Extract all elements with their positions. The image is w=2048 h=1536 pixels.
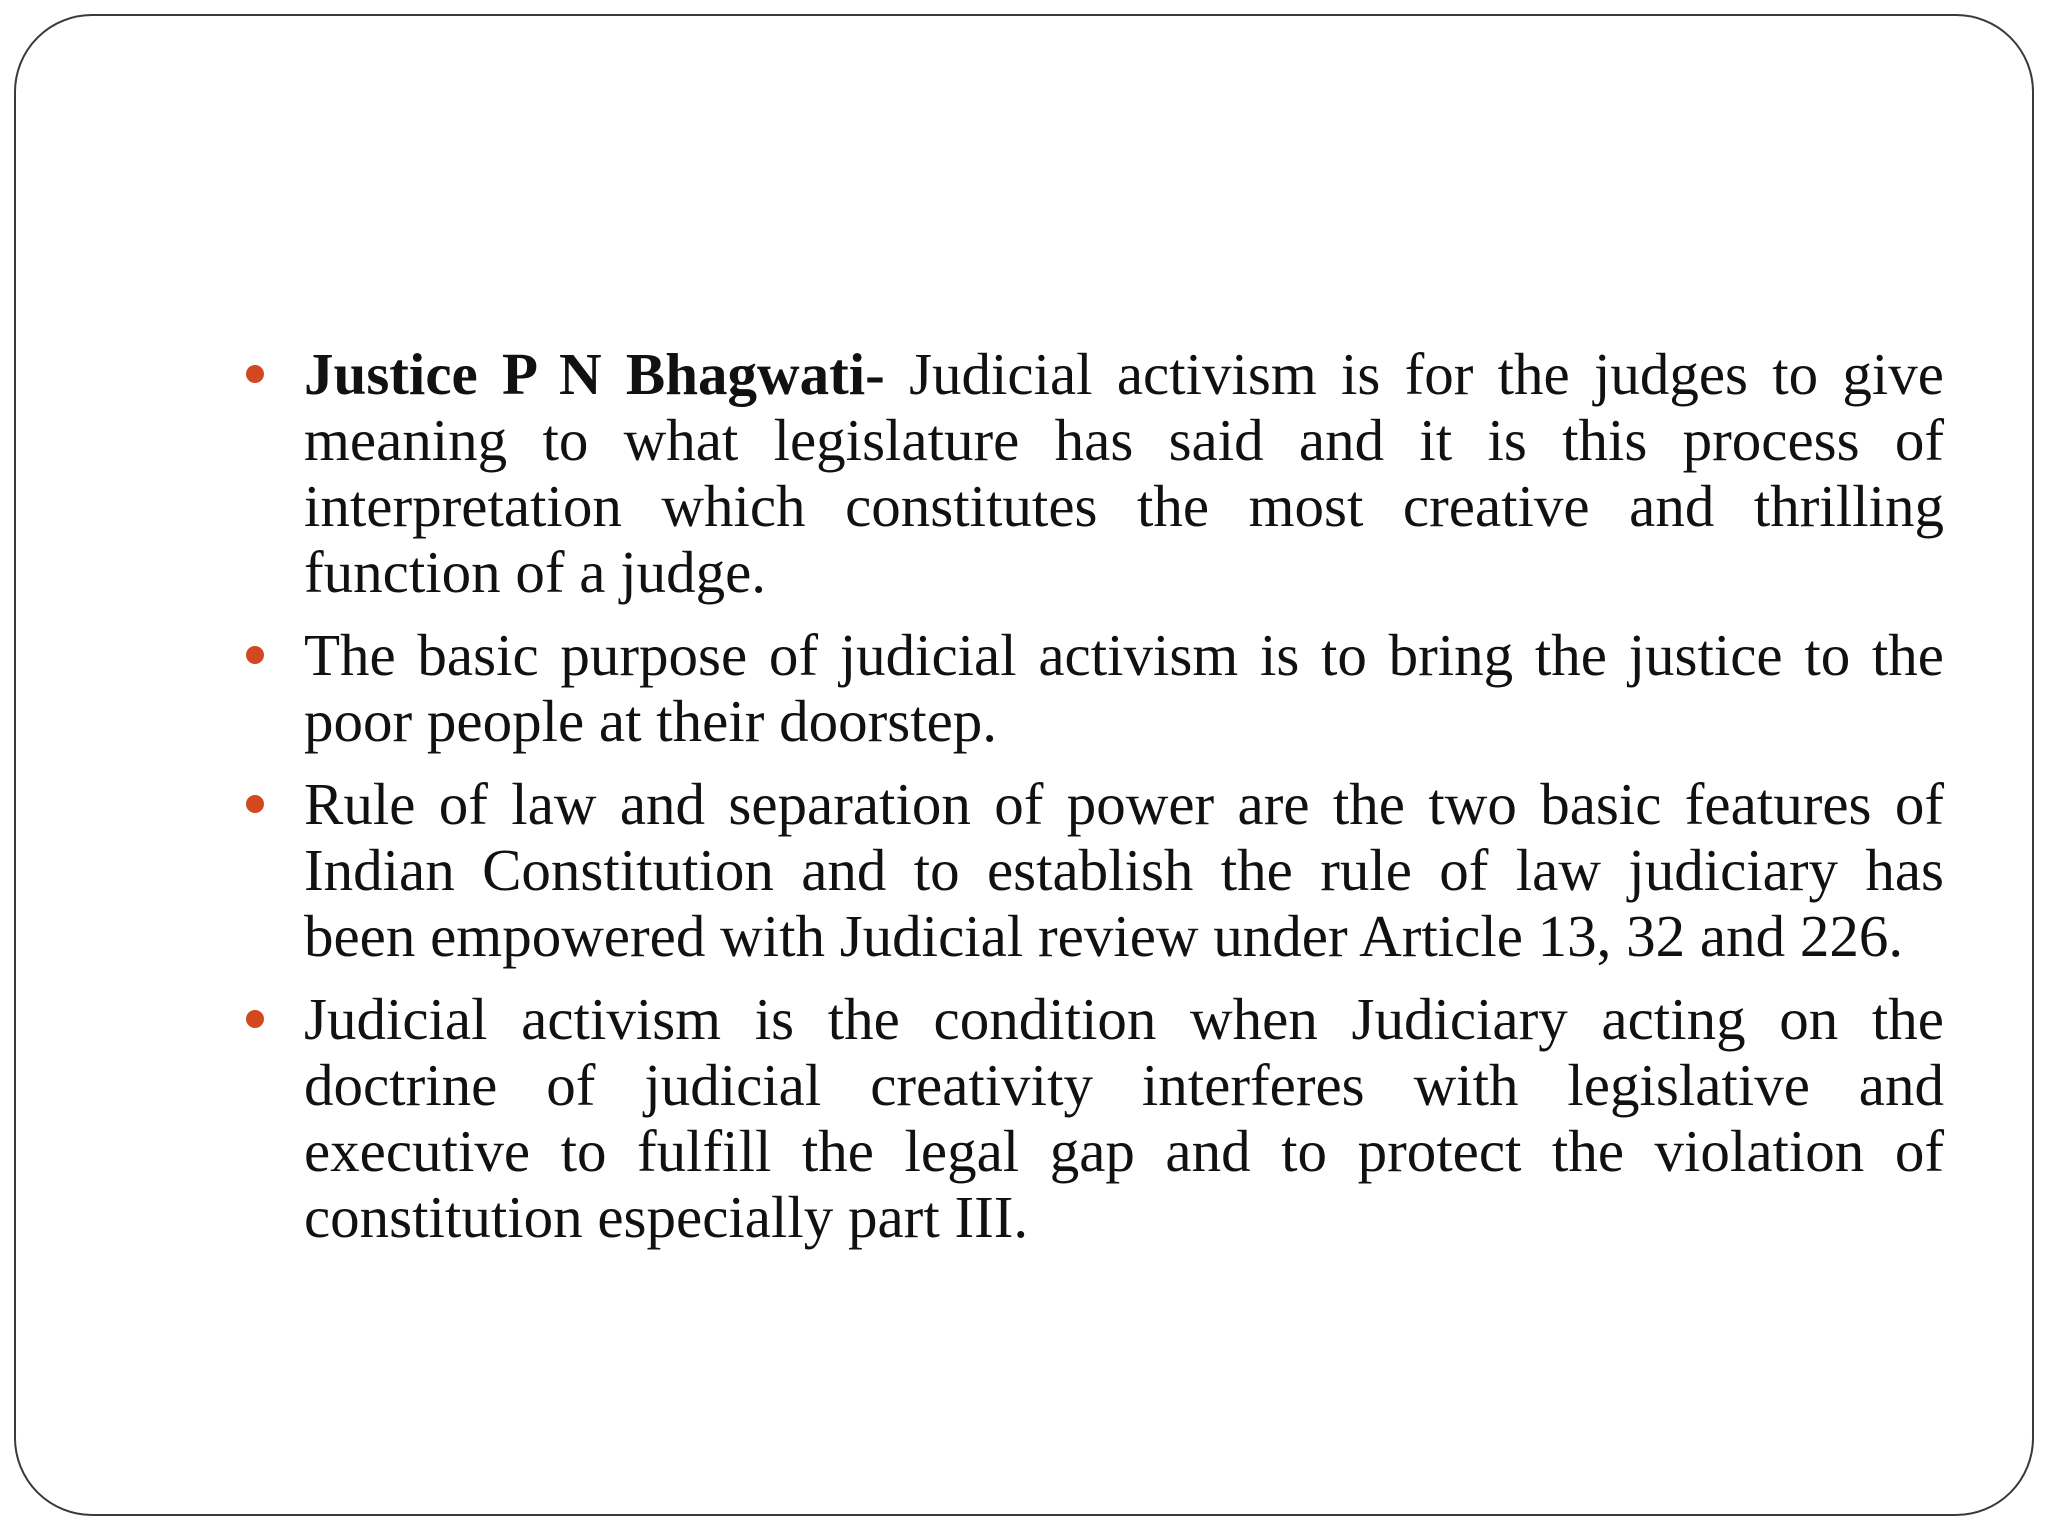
- bullet-dot-icon: [246, 646, 264, 664]
- bullet-text-rule-of-law: Rule of law and separation of power are the two basic features of Indian Constitution and to establish the rule of law judiciary has been empowered with Judicial review under Article 13, 32 and 226.: [304, 771, 1944, 969]
- bullet-list: [304, 341, 1944, 1267]
- bullet-item-purpose: [304, 622, 1944, 754]
- bullet-dot-icon: [246, 1010, 264, 1028]
- bullet-lead-bhagwati: Justice P N Bhagwati-: [304, 341, 885, 407]
- slide-frame: [14, 14, 2034, 1516]
- bullet-item-condition: [304, 986, 1944, 1250]
- bullet-dot-icon: [246, 365, 264, 383]
- bullet-item-rule-of-law: [304, 771, 1944, 969]
- bullet-text-purpose: The basic purpose of judicial activism is to bring the justice to the poor people at their doorstep.: [304, 622, 1944, 754]
- bullet-item-bhagwati: [304, 341, 1944, 605]
- bullet-dot-icon: [246, 795, 264, 813]
- bullet-text-bhagwati: Judicial activism is for the judges to give meaning to what legislature has said and it is this process of interpretation which constitutes the most creative and thrilling function of a judge.: [304, 341, 1944, 605]
- bullet-text-condition: Judicial activism is the condition when Judiciary acting on the doctrine of judicial creativity interferes with legislative and executive to fulfill the legal gap and to protect the violation of constitution especially part III.: [304, 986, 1944, 1250]
